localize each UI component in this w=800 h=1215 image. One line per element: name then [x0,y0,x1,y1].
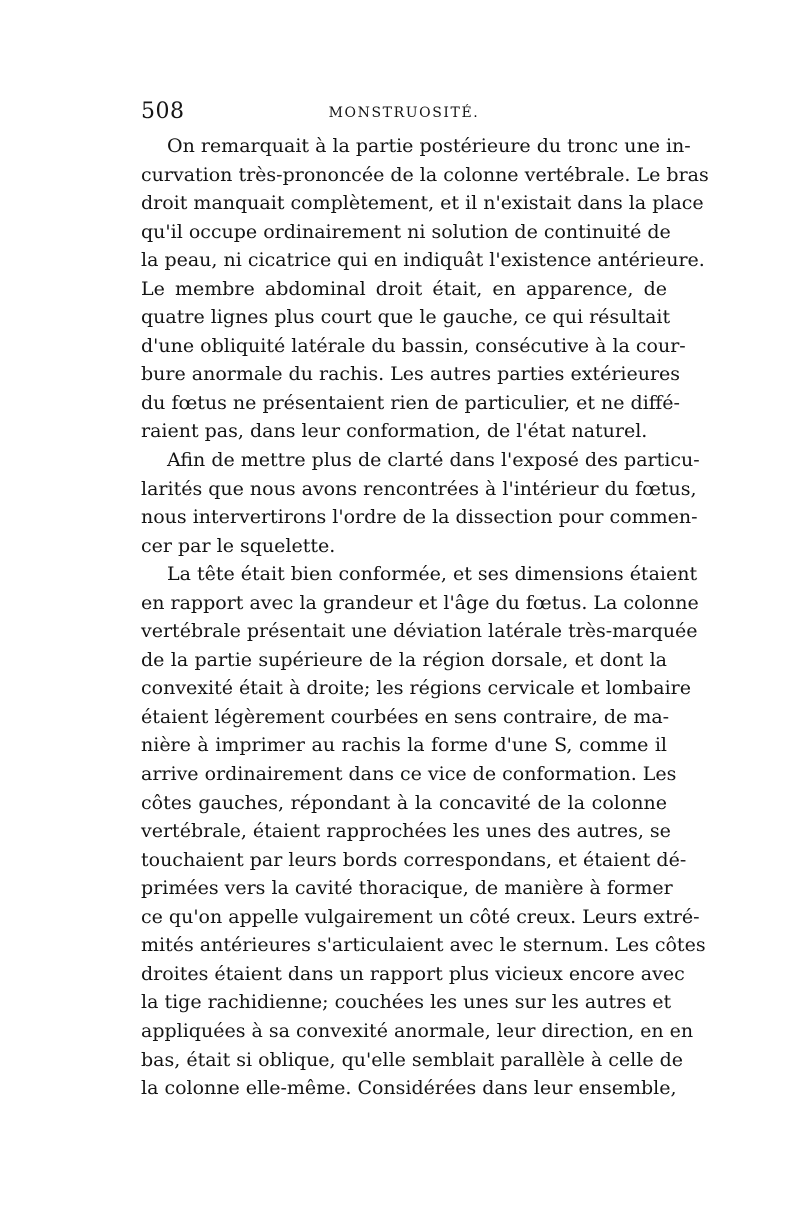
text-line: mités antérieures s'articulaient avec le sternum. Les côtes [141,934,706,957]
text-line: On remarquait à la partie postérieure du tronc une in- [167,135,691,157]
text-line: la colonne elle-même. Considérées dans leur ensemble, [141,1077,677,1100]
text-line: ce qu'on appelle vulgairement un côté creux. Leurs extré- [141,905,700,928]
text-line: La tête était bien conformée, et ses dimensions étaient [167,563,698,586]
text-line: droit manquait complètement, et il n'existait dans la place [141,192,704,215]
text-line: côtes gauches, répondant à la concavité de la colonne [141,791,667,814]
text-line: larités que nous avons rencontrées à l'intérieur du fœtus, [141,477,697,500]
text-line: d'une obliquité latérale du bassin, consécutive à la cour- [141,334,686,357]
text-line: convexité était à droite; les régions cervicale et lombaire [141,677,692,700]
text-line: vertébrale présentait une déviation latérale très-marquée [141,620,698,643]
text-line: Afin de mettre plus de clarté dans l'exposé des particu- [167,449,700,472]
text-line: bure anormale du rachis. Les autres parties extérieures [141,363,681,386]
text-line: la tige rachidienne; couchées les unes sur les autres et [141,991,672,1014]
text-line: nous intervertirons l'ordre de la dissection pour commen- [141,506,698,529]
text-line: en rapport avec la grandeur et l'âge du fœtus. La colonne [141,591,699,614]
running-head [141,98,667,128]
page-number: 508 [141,99,185,124]
text-line: qu'il occupe ordinairement ni solution de continuité de [141,220,671,243]
text-line: raient pas, dans leur conformation, de l'état naturel. [141,420,648,443]
text-line: bas, était si oblique, qu'elle semblait parallèle à celle de [141,1048,684,1071]
text-line: de la partie supérieure de la région dorsale, et dont la [141,648,667,671]
text-line: vertébrale, étaient rapprochées les unes des autres, se [141,820,671,843]
text-line: appliquées à sa convexité anormale, leur direction, en en [141,1019,694,1042]
text-line: nière à imprimer au rachis la forme d'une S, comme il [141,734,667,757]
text-line: étaient légèrement courbées en sens contraire, de ma- [141,705,670,728]
running-title: MONSTRUOSITÉ. [328,105,480,121]
text-line: quatre lignes plus court que le gauche, ce qui résultait [141,306,671,329]
text-line: touchaient par leurs bords correspondans, et étaient dé- [141,848,687,871]
text-line: cer par le squelette. [141,534,336,557]
text-line: primées vers la cavité thoracique, de manière à former [141,877,673,900]
text-line: arrive ordinairement dans ce vice de conformation. Les [141,763,677,786]
body-text [141,132,709,1103]
text-line: droites étaient dans un rapport plus vicieux encore avec [141,962,685,985]
text-line: Le membre abdominal droit était, en apparence, de [141,277,667,300]
text-line: du fœtus ne présentaient rien de particulier, et ne diffé- [141,391,680,414]
text-line: la peau, ni cicatrice qui en indiquât l'existence antérieure. [141,249,705,272]
text-line: curvation très-prononcée de la colonne vertébrale. Le bras [141,163,709,186]
